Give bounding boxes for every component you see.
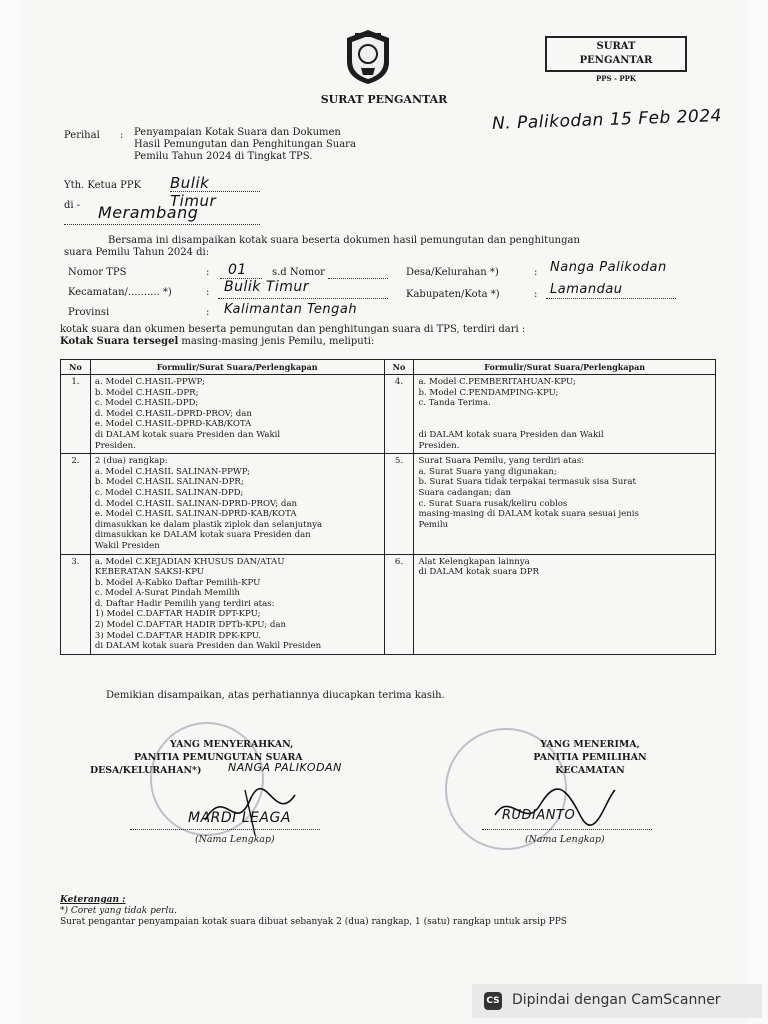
item-line: Pemilu [418,519,449,530]
item-line: Presiden. [94,440,136,451]
item-line: dimasukkan ke dalam plastik ziplok dan selanjutnya [94,519,323,530]
kabupaten-value: Lamandau [550,282,623,297]
sign-left-desa-value: NANGA PALIKODAN [228,761,342,774]
intro-line2: suara Pemilu Tahun 2024 di: [64,247,210,258]
header-item-left: Formulir/Surat Suara/Perlengkapan [90,360,384,375]
intro-line1: Bersama ini disampaikan kotak suara beserta dokumen hasil pemungutan dan penghitungan [108,235,580,246]
header-item-right: Formulir/Surat Suara/Perlengkapan [414,360,716,375]
item-line: di DALAM kotak suara Presiden dan Wakil [418,429,604,440]
item-line: Surat Suara Pemilu, yang terdiri atas: [418,456,585,467]
intro-text [64,235,704,259]
footer-notes [60,895,567,928]
sign-left-dots [130,829,320,830]
di-label: di - [64,200,81,211]
document-type-badge [545,36,687,72]
sd-dots [328,278,388,279]
item-line: b. Model C.PENDAMPING-KPU; [418,387,559,398]
document-page [20,0,748,1024]
content-intro [60,324,525,348]
perihal-label: Perihal [64,130,100,141]
camscanner-watermark [472,984,762,1018]
table-row [61,375,716,454]
item-line: 2) Model C.DAFTAR HADIR DPTb-KPU; dan [94,620,286,631]
item-line: a. Model C.PEMBERITAHUAN-KPU; [418,377,576,387]
kabupaten-colon: : [534,289,538,300]
item-line: a. Surat Suara yang digunakan; [418,466,557,477]
content-intro-line1: kotak suara dan okumen beserta pemungutan dan penghitungan suara di TPS, terdiri dari : [60,324,526,335]
item-line: 3) Model C.DAFTAR HADIR DPK-KPU. [94,630,262,641]
item-line: a. Model C.HASIL SALINAN-PPWP; [94,466,251,477]
table-row [61,554,716,654]
camscanner-text: Dipindai dengan CamScanner [512,992,721,1008]
perihal-line2: Hasil Pemungutan dan Penghitungan Suara [134,139,356,150]
provinsi-colon: : [206,307,210,318]
item-line: c. Model C.HASIL SALINAN-DPD; [94,487,244,498]
item-line: di DALAM kotak suara Presiden dan Wakil Presiden [94,641,322,652]
footer-note2: Surat pengantar penyampaian kotak suara dibuat sebanyak 2 (dua) rangkap, 1 (satu) rangkap untuk arsip PPS [60,917,567,927]
item-line: d. Model C.HASIL-DPRD-PROV; dan [94,408,252,419]
item-line: Wakil Presiden [94,540,160,551]
item-line: b. Model A-Kabko Daftar Pemilih-KPU [94,577,261,588]
yth-value: Bulik Timur [170,174,217,210]
sign-left-caption: (Nama Lengkap) [195,834,275,845]
kecamatan-colon: : [206,287,210,298]
kecamatan-dots [218,298,388,299]
item-line: a. Model C.KEJADIAN KHUSUS DAN/ATAU [94,556,285,567]
provinsi-value: Kalimantan Tengah [224,302,358,317]
document-title: SURAT PENGANTAR [320,93,448,106]
perihal-colon: : [120,130,124,141]
row-items-left [90,554,384,654]
sign-right-block [490,738,690,777]
row-items-right [414,454,716,554]
sign-left-name: MARDI LEAGA [188,810,291,826]
badge-line2: PENGANTAR [579,55,653,66]
sign-right-name: RUDIANTO [502,808,576,823]
sign-right-line3: KECAMATAN [555,765,625,776]
row-number-left: 1. [61,375,91,454]
perihal-text [134,127,356,163]
sign-left-line2: PANITIA PEMUNGUTAN SUARA [134,752,303,763]
kecamatan-value: Bulik Timur [224,279,310,295]
nomor-tps-label: Nomor TPS [68,267,127,278]
nomor-tps-value: 01 [228,262,247,278]
perihal-line3: Pemilu Tahun 2024 di Tingkat TPS. [134,151,313,162]
kpu-logo [345,28,391,86]
item-line: masing-masing di DALAM kotak suara sesuai jenis [418,509,639,520]
table-header-row [61,360,716,375]
row-items-right [414,375,716,454]
camscanner-icon: CS [484,992,502,1010]
row-items-right [414,554,716,654]
item-line: b. Model C.HASIL-DPR; [94,387,199,398]
item-line: di DALAM kotak suara Presiden dan Wakil [94,429,281,440]
keterangan-label: Keterangan : [60,895,126,905]
item-line: dimasukkan ke DALAM kotak suara Presiden dan [94,530,311,541]
sign-right-line2: PANITIA PEMILIHAN [533,752,647,763]
item-line: c. Model A-Surat Pindah Memilih [94,588,240,599]
row-items-left [90,454,384,554]
provinsi-label: Provinsi [68,307,110,318]
kabupaten-dots [546,298,676,299]
sd-label: s.d Nomor [272,267,325,278]
desa-value: Nanga Palikodan [550,260,667,275]
content-intro-rest: masing-masing jenis Pemilu, meliputi: [178,336,375,347]
perihal-line1: Penyampaian Kotak Suara dan Dokumen [134,127,341,138]
row-number-right: 4. [384,375,414,454]
item-line: Presiden. [418,440,460,451]
content-intro-line2 [60,336,525,348]
di-value: Merambang [98,203,199,222]
desa-label: Desa/Kelurahan *) [406,267,499,278]
badge-line1: SURAT [596,41,636,52]
item-line: c. Model C.HASIL-DPD; [94,398,199,409]
item-line [418,409,711,420]
item-line: c. Surat Suara rusak/keliru coblos [418,498,568,509]
item-line: d. Daftar Hadir Pemilih yang terdiri atas: [94,598,275,609]
yth-dots [170,191,260,192]
sign-right-dots [482,829,652,830]
item-line: e. Model C.HASIL-DPRD-KAB/KOTA [94,419,252,430]
kabupaten-label: Kabupaten/Kota *) [406,289,500,300]
item-line: KEBERATAN SAKSI-KPU [94,567,205,578]
row-items-left [90,375,384,454]
closing-text: Demikian disampaikan, atas perhatiannya diucapkan terima kasih. [106,690,445,701]
item-line: a. Model C.HASIL-PPWP; [94,377,205,387]
item-line [418,419,711,430]
sign-right-line1: YANG MENERIMA, [540,739,640,750]
row-number-left: 2. [61,454,91,554]
item-line: c. Tanda Terima. [418,398,491,409]
sign-left-line3-label: DESA/KELURAHAN*) [90,765,202,776]
table-row [61,454,716,554]
item-line: Suara cadangan; dan [418,487,511,498]
row-number-left: 3. [61,554,91,654]
item-line: 2 (dua) rangkap: [94,456,168,467]
sign-left-line1: YANG MENYERAHKAN, [170,739,294,750]
item-line: d. Model C.HASIL SALINAN-DPRD-PROV; dan [94,498,298,509]
row-number-right: 5. [384,454,414,554]
place-date-handwritten: N. Palikodan 15 Feb 2024 [491,105,723,135]
kecamatan-label: Kecamatan/.......... *) [68,287,172,298]
item-line: 1) Model C.DAFTAR HADIR DPT-KPU; [94,609,261,620]
item-line: di DALAM kotak suara DPR [418,567,540,578]
item-line: b. Surat Suara tidak terpakai termasuk sisa Surat [418,477,636,488]
nomor-tps-colon: : [206,267,210,278]
sign-right-caption: (Nama Lengkap) [525,834,605,845]
header-no-left: No [61,360,91,375]
item-line: e. Model C.HASIL SALINAN-DPRD-KAB/KOTA [94,509,297,520]
header-no-right: No [384,360,414,375]
di-dots [64,224,260,225]
desa-colon: : [534,267,538,278]
badge-subtitle: PPS - PPK [596,74,636,83]
footer-note1: *) Coret yang tidak perlu. [60,906,178,916]
content-intro-bold: Kotak Suara tersegel [60,336,179,347]
yth-label: Yth. Ketua PPK [64,180,142,191]
item-line: b. Model C.HASIL SALINAN-DPR; [94,477,244,488]
item-line: Alat Kelengkapan lainnya [418,556,530,567]
document-table [60,359,716,655]
row-number-right: 6. [384,554,414,654]
